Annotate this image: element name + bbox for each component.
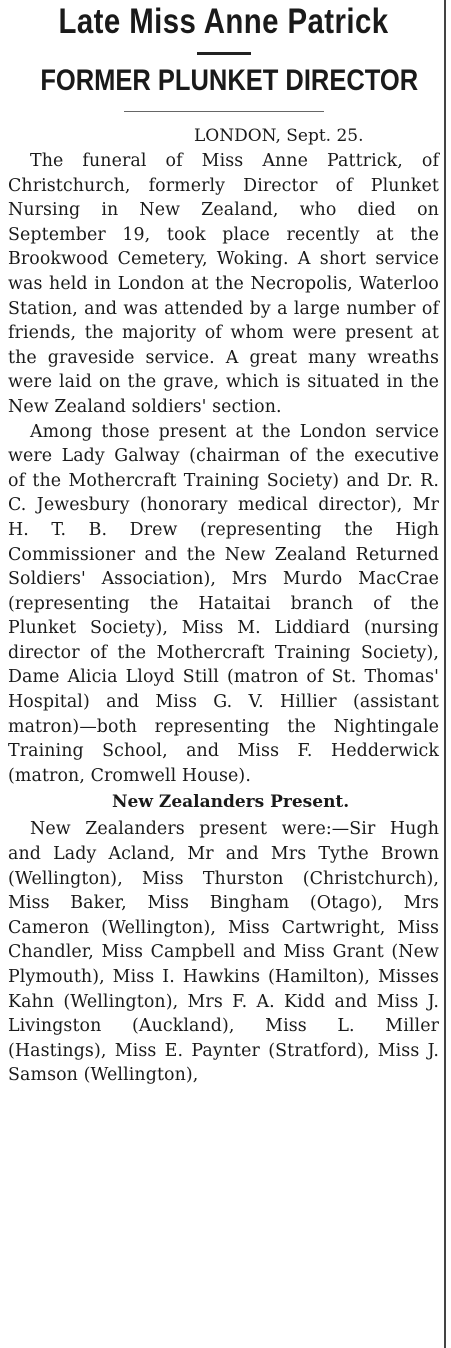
- column-rule: [444, 0, 446, 1348]
- headline-rule: [197, 52, 251, 55]
- crosshead: New Zealanders Present.: [112, 792, 350, 813]
- paragraph-funeral: The funeral of Miss Anne Pattrick, of Christchurch, formerly Director of Plunket Nursing in New Zealand, who died on September 19, took place recently at the Brookwood Cemetery, Woking. A short service was held in London at the Necropolis, Waterloo Station, and was attended by a large number of friends, the majority of whom were present at the graveside service. A great many wreaths were laid on the grave, which is situated in the New Zealand soldiers' section.: [8, 151, 439, 417]
- paragraph-attendees: Among those present at the London service were Lady Galway (chairman of the executive of the Mothercraft Training Society) and Dr. R. C. Jewesbury (honorary medical director), Mr H. T. B. Drew (representing the High Commissioner and the New Zealand Returned Soldiers' Association), Mrs Murdo MacCrae (representing the Hataitai branch of the Plunket Society), Miss M. Liddiard (nursing director of the Mothercraft Training Society), Dame Alicia Lloyd Still (matron of St. Thomas' Hospital) and Miss G. V. Hillier (assistant matron)—both representing the Nightingale Training School, and Miss F. Hedderwick (matron, Cromwell House).: [8, 421, 439, 786]
- separator-rule: [124, 111, 324, 112]
- dateline: LONDON, Sept. 25.: [194, 126, 364, 146]
- subheadline: FORMER PLUNKET DIRECTOR: [40, 64, 419, 97]
- headline: Late Miss Anne Patrick: [58, 2, 389, 41]
- paragraph-new-zealanders: New Zealanders present were:—Sir Hugh and Lady Acland, Mr and Mrs Tythe Brown (Wellington), Miss Thurston (Christchurch), Miss Baker, Miss Bingham (Otago), Mrs Cameron (Wellington), Miss Cartwright, Miss Chandler, Miss Campbell and Miss Grant (New Plymouth), Miss I. Hawkins (Hamilton), Misses Kahn (Wellington), Mrs F. A. Kidd and Miss J. Livingston (Auckland), Miss L. Miller (Hastings), Miss E. Paynter (Stratford), Miss J. Samson (Wellington),: [8, 819, 439, 1086]
